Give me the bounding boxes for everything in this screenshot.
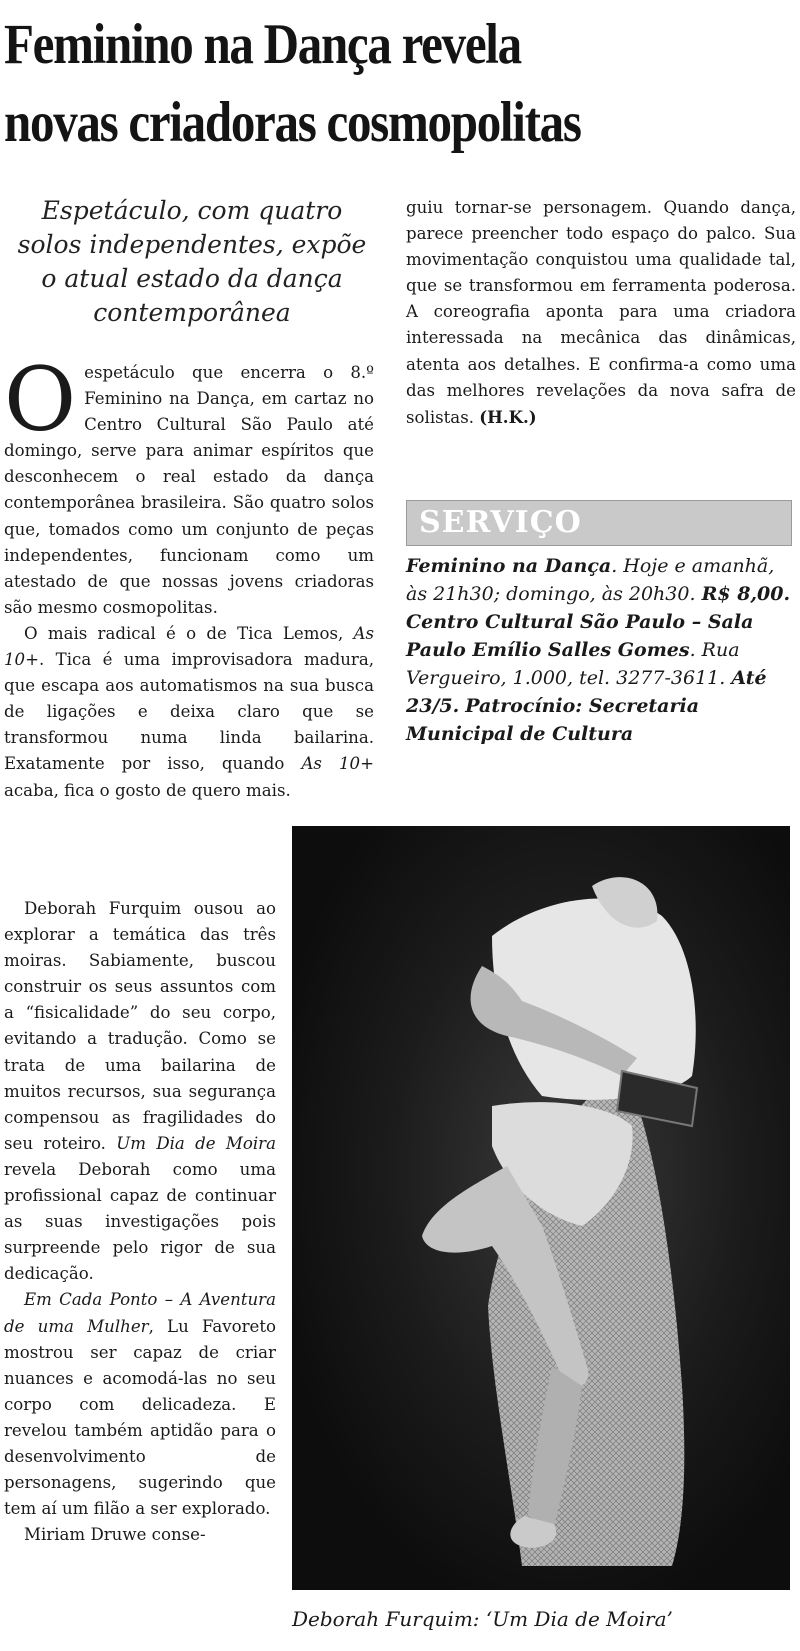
paragraph-1 — [4, 348, 374, 621]
servico-until: Até 23/5. — [406, 667, 767, 717]
article-column-left — [4, 348, 374, 804]
paragraph-5-continued-text: guiu tornar-se personagem. Quando dança, parece preencher todo espaço do palco. Sua movimentação conquistou uma qualidade tal, que se transformou em ferramenta poderosa. A coreografia aponta para uma criadora interessada na mecânica das dinâmicas, atenta aos detalhes. E confirma-a como uma das melhores revelações da nova safra de solistas. — [406, 198, 796, 427]
paragraph-3-text-a: Deborah Furquim ousou ao explorar a temática das três moiras. Sabiamente, buscou construir os seus assuntos com a “fisicalidade” do seu corpo, evitando a tradução. Como se trata de uma bailarina de muitos recursos, sua segurança compensou as fragilidades do seu roteiro. — [4, 899, 276, 1153]
paragraph-2-text-b: . Tica é uma improvisadora madura, que escapa aos automatismos na sua busca de ligações e deixa claro que se transformou numa linda bailarina. Exatamente por isso, quando — [4, 650, 374, 774]
servico-venue: Centro Cultural São Paulo – Sala Paulo Emílio Salles Gomes — [406, 611, 754, 661]
paragraph-4 — [4, 1287, 276, 1522]
article-column-right — [406, 195, 796, 431]
servico-label: SERVIÇO — [419, 505, 582, 540]
servico-address: . Rua Vergueiro, 1.000, tel. 3277-3611. — [406, 639, 740, 689]
show-title-as10-repeat: As 10+ — [301, 754, 374, 774]
paragraph-2 — [4, 621, 374, 804]
servico-schedule: . Hoje e amanhã, às 21h30; domingo, às 20h30. — [406, 555, 775, 605]
paragraph-5-start — [4, 1522, 276, 1548]
servico-box — [406, 500, 792, 546]
show-title-em-cada-ponto: Em Cada Ponto – A Aventura de uma Mulher — [4, 1290, 276, 1336]
headline-line-2: novas criadoras cosmopolitas — [4, 91, 581, 154]
paragraph-3 — [4, 896, 276, 1287]
paragraph-5-start-text: Miriam Druwe conse- — [24, 1525, 206, 1545]
paragraph-3-text-b: revela Deborah como uma profissional capaz de continuar as suas investigações pois surpreende pelo rigor de sua dedicação. — [4, 1159, 276, 1284]
dancer-photo-illustration — [292, 826, 790, 1590]
show-title-as10: As 10+ — [4, 623, 374, 670]
paragraph-1-text: espetáculo que encerra o 8.º Feminino na Dança, em cartaz no Centro Cultural São Paulo até domingo, serve para animar espíritos que desconhecem o real estado da dança contemporânea brasileira. São quatro solos que, tomados como um conjunto de peças independentes, funcionam como um atestado de que nossas jovens criadoras são mesmo cosmopolitas. — [4, 363, 374, 617]
servico-price: R$ 8,00. — [701, 583, 791, 605]
dancer-photo — [292, 826, 790, 1590]
show-title-um-dia-de-moira: Um Dia de Moira — [116, 1133, 276, 1153]
article-column-left-narrow — [4, 896, 276, 1548]
servico-sponsor: Patrocínio: Secretaria Municipal de Cultura — [406, 695, 700, 745]
photo-caption: Deborah Furquim: ‘Um Dia de Moira’ — [292, 1607, 673, 1631]
author-signature: (H.K.) — [479, 406, 537, 427]
deck-subtitle: Espetáculo, com quatro solos independentes, expõe o atual estado da dança contemporânea — [17, 196, 367, 327]
servico-show-title: Feminino na Dança — [406, 555, 612, 577]
paragraph-2-text-a: O mais radical é o de Tica Lemos, — [24, 623, 344, 643]
headline — [4, 6, 685, 162]
paragraph-2-text-c: acaba, fica o gosto de quero mais. — [4, 780, 291, 800]
servico-details — [406, 552, 796, 748]
drop-cap: O — [4, 348, 77, 451]
paragraph-5-continued — [406, 195, 796, 431]
headline-line-1: Feminino na Dança revela — [4, 13, 521, 76]
paragraph-4-text: , Lu Favoreto mostrou ser capaz de criar nuances e acomodá-las no seu corpo com delicadeza. E revelou também aptidão para o desenvolvimento de personagens, sugerindo que tem aí um filão a ser explorado. — [4, 1316, 277, 1519]
